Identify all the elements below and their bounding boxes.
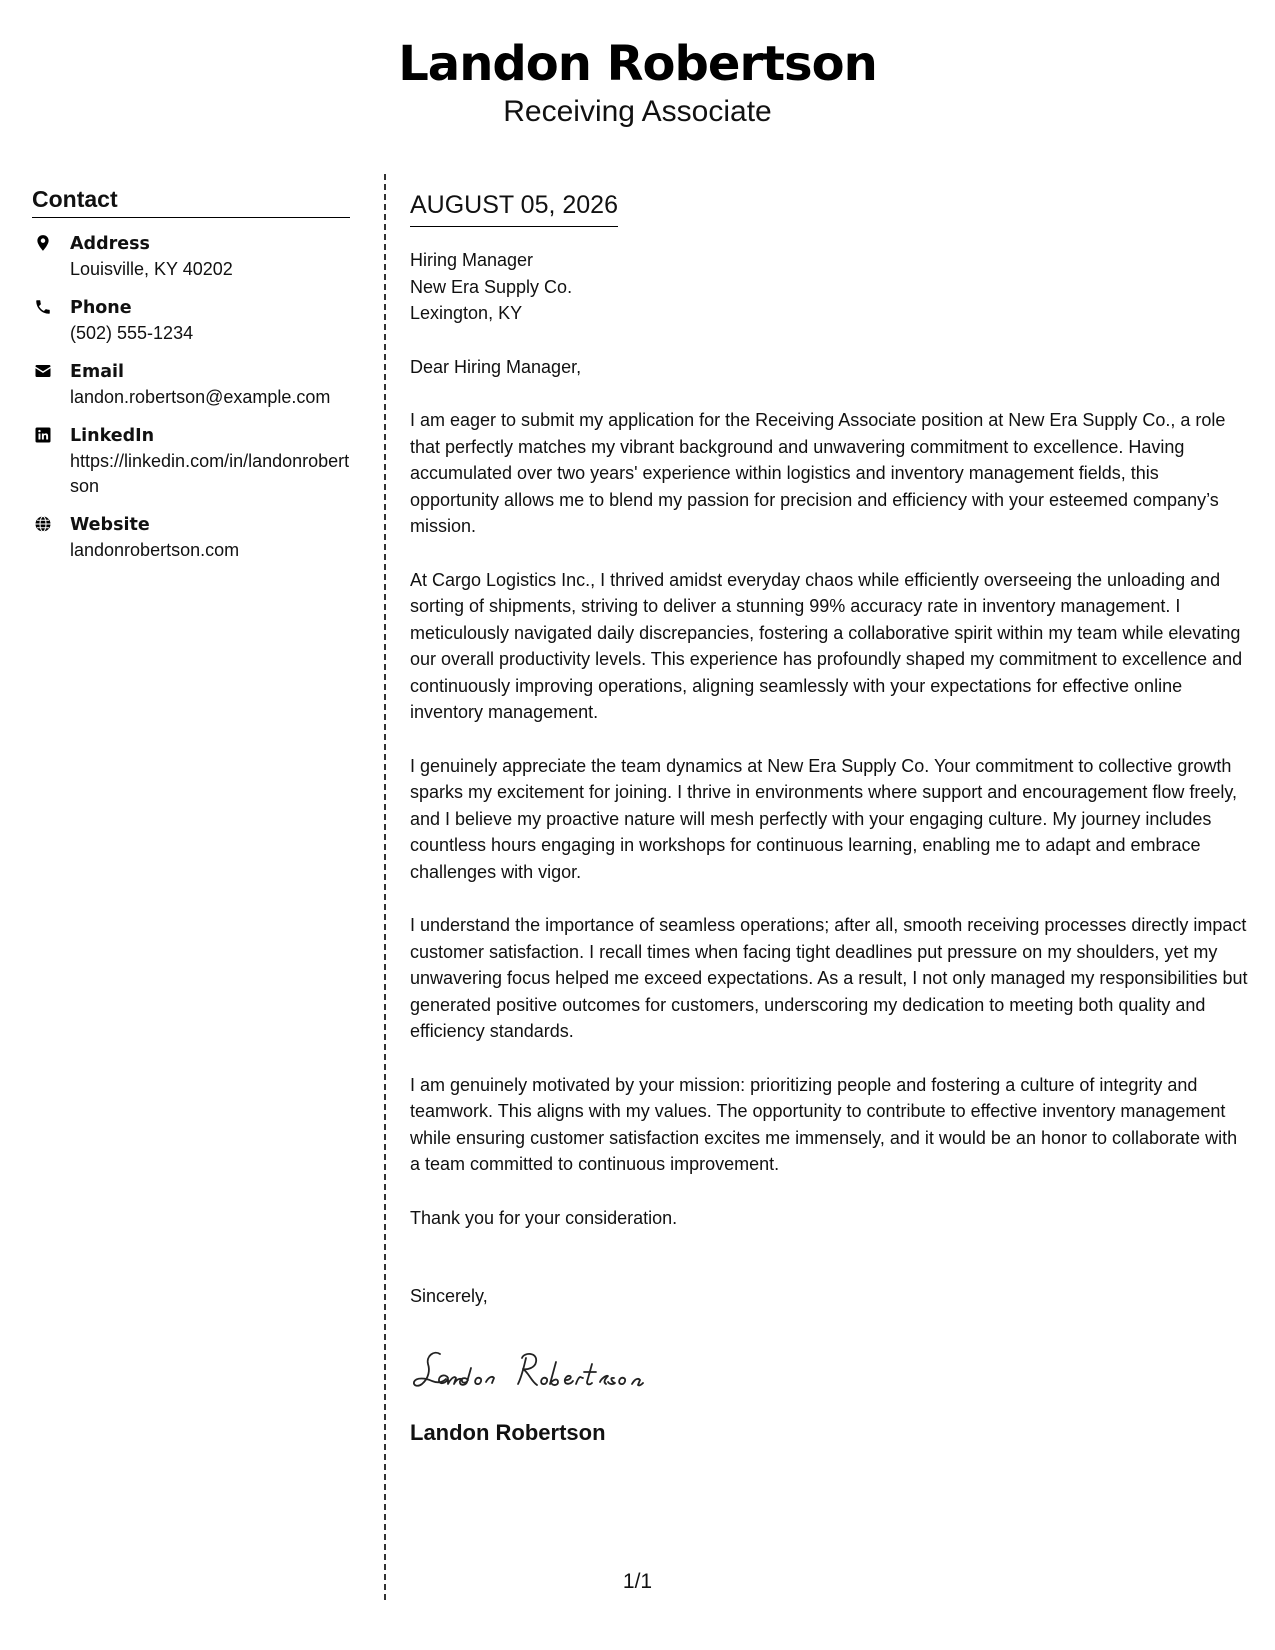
paragraph: I understand the importance of seamless operations; after all, smooth receiving processes directly impact customer satisfaction. I recall times when facing tight deadlines put pressure on my shoulders, yet my unwavering focus helped me exceed expectations. As a result, I not only managed my responsibilities but generated positive outcomes for customers, underscoring my dedication to meeting both quality and efficiency standards. <box>410 915 1248 1041</box>
paragraph: I genuinely appreciate the team dynamics at New Era Supply Co. Your commitment to collective growth sparks my excitement for joining. I thrive in environments where support and encouragement flow freely, and I believe my proactive nature will mesh perfectly with your engaging culture. My journey includes countless hours engaging in workshops for continuous learning, enabling me to adapt and embrace challenges with vigor. <box>410 755 1238 882</box>
globe-icon <box>34 515 52 533</box>
salutation: Dear Hiring Manager, <box>410 356 582 377</box>
paragraph: Thank you for your consideration. <box>410 1207 678 1228</box>
contact-value: landonrobertson.com <box>70 539 240 560</box>
contact-value: https://linkedin.com/in/landonrobertson <box>70 450 350 496</box>
contact-value: (502) 555-1234 <box>70 322 194 343</box>
page-header <box>0 34 1275 130</box>
contact-heading: Contact <box>32 186 350 218</box>
contact-label: Website <box>70 514 150 535</box>
recipient-line: Lexington, KY <box>410 303 523 323</box>
envelope-icon <box>34 362 52 380</box>
applicant-title: Receiving Associate <box>503 95 772 128</box>
contact-value: landon.robertson@example.com <box>70 386 331 407</box>
contact-sidebar <box>32 186 350 577</box>
applicant-name: Landon Robertson <box>398 36 877 92</box>
closing: Sincerely, <box>410 1286 488 1306</box>
contact-label: LinkedIn <box>70 425 155 446</box>
letter-date: AUGUST 05, 2026 <box>410 190 618 227</box>
page-number: 1/1 <box>622 1570 653 1593</box>
contact-value: Louisville, KY 40202 <box>70 258 233 279</box>
handwritten-signature <box>410 1340 1252 1400</box>
paragraph: I am genuinely motivated by your mission: prioritizing people and fostering a culture of integrity and teamwork. This aligns with my values. The opportunity to contribute to effective inventory management while ensuring customer satisfaction excites me immensely, and it would be an honor to collaborate with a team committed to continuous improvement. <box>410 1074 1238 1174</box>
contact-label: Phone <box>70 297 132 318</box>
linkedin-icon <box>34 426 52 444</box>
recipient-line: New Era Supply Co. <box>410 276 573 297</box>
recipient-line: Hiring Manager <box>410 250 534 270</box>
letter-body <box>410 190 1252 1446</box>
contact-label: Address <box>70 233 150 254</box>
recipient-block <box>410 247 1252 327</box>
column-divider <box>384 174 386 1600</box>
map-pin-icon <box>34 234 52 252</box>
contact-address <box>32 232 350 282</box>
paragraph: I am eager to submit my application for the Receiving Associate position at New Era Supply Co., a role that perfectly matches my vibrant background and unwavering commitment to excellence. Having accumulated over two years' experience within logistics and inventory management fields, this opportunity allows me to blend my passion for precision and efficiency with your esteemed company’s mission. <box>410 410 1226 536</box>
contact-email <box>32 360 350 410</box>
contact-linkedin <box>32 424 350 499</box>
contact-label: Email <box>70 361 124 382</box>
contact-website <box>32 513 350 563</box>
contact-list <box>32 232 350 563</box>
signer-name: Landon Robertson <box>410 1419 606 1445</box>
contact-phone <box>32 296 350 346</box>
paragraph: At Cargo Logistics Inc., I thrived amidst everyday chaos while efficiently overseeing the unloading and sorting of shipments, striving to deliver a stunning 99% accuracy rate in inventory management. I meticulously navigated daily discrepancies, fostering a collaborative spirit within my team while elevating our overall productivity levels. This experience has profoundly shaped my commitment to excellence and continuously improving operations, aligning seamlessly with your expectations for effective online inventory management. <box>410 569 1243 722</box>
phone-icon <box>34 298 52 316</box>
